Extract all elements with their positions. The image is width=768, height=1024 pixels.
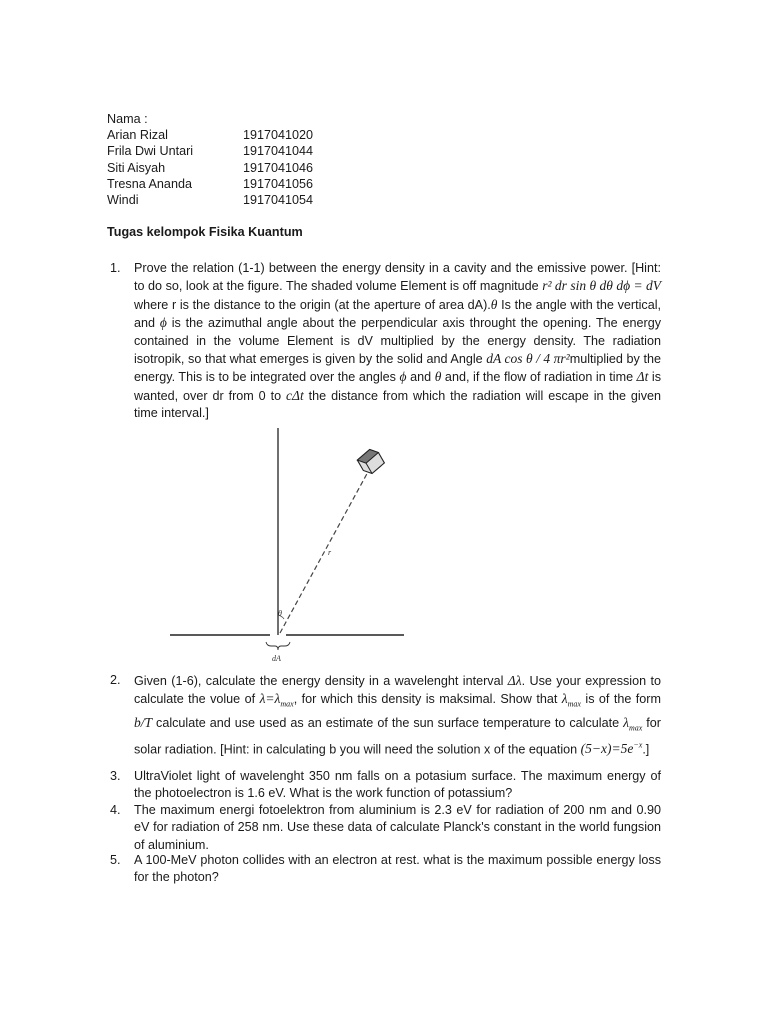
text-run: Is the angle with the vertical, and (134, 297, 662, 331)
text-run: . Use your expression to calculate the volue of (134, 674, 662, 707)
math-symbol: ϕ (159, 315, 167, 331)
math-expression: b/T (134, 714, 153, 730)
member-row (107, 127, 313, 143)
radius-line (280, 470, 369, 633)
question-4 (110, 802, 661, 854)
aperture-brace (266, 642, 290, 650)
math-expression: dA cos θ / 4 πr² (486, 351, 570, 367)
question-5 (110, 852, 661, 887)
text-run: , for which this density is maksimal. Show that (293, 692, 562, 707)
member-id: 1917041020 (243, 128, 314, 143)
member-row (107, 192, 313, 208)
math-expression (259, 691, 294, 710)
question-number: 1. (110, 261, 121, 275)
math-symbol: ϕ (399, 369, 407, 385)
question-text (134, 260, 661, 423)
member-id: 1917041044 (243, 144, 314, 159)
member-name: Windi (107, 193, 139, 208)
math-symbol: Δλ (507, 673, 522, 688)
math-symbol: cΔt (286, 387, 304, 403)
math-expression (623, 714, 643, 733)
member-id: 1917041046 (243, 160, 314, 175)
member-name: Frila Dwi Untari (107, 144, 194, 159)
text-run: and, if the flow of radiation in time (441, 370, 637, 385)
math-symbol: Δt (636, 369, 649, 385)
math-subscript: max (628, 723, 643, 733)
math-symbol: θ (490, 296, 498, 312)
member-name: Arian Rizal (107, 128, 168, 143)
question-number: 5. (110, 853, 121, 867)
theta-label: θ (278, 609, 282, 618)
member-list (107, 111, 313, 208)
member-row (107, 160, 313, 176)
math-subscript: max (280, 700, 294, 710)
text-run: calculate and use used as an estimate of the sun surface temperature to calculate (152, 715, 624, 730)
text-run: is of the form (580, 692, 661, 707)
text-run: is wanted, over dr from 0 to (134, 370, 662, 403)
question-text (134, 672, 661, 759)
r-label: r (328, 548, 332, 557)
question-text: A 100-MeV photon collides with an electron at rest. what is the maximum possible energy loss for the photon? (134, 853, 661, 885)
math-subscript: max (567, 700, 581, 710)
text-run: multiplied by the energy. This is to be integrated over the angles (134, 352, 661, 385)
text-run: the distance from which the radiation will escape in the given time interval.] (134, 388, 661, 421)
question-number: 2. (110, 673, 121, 687)
question-number: 3. (110, 769, 121, 783)
member-row (107, 176, 313, 192)
question-number: 4. (110, 803, 121, 817)
member-id: 1917041054 (243, 193, 314, 208)
math-expression (581, 741, 643, 756)
text-run: is the azimuthal angle about the perpendicular axis throught the opening. The energy contained in the volume Element is dV multiplied by the energy density. The radiation isotropik, so that what emerges is given by the solid and Angle (134, 316, 661, 367)
text-run: .] (642, 742, 650, 757)
volume-element-icon (356, 446, 386, 476)
question-2 (110, 672, 661, 759)
math-expression: r² dr sin θ dθ dϕ = dV (542, 278, 661, 294)
nama-label: Nama : (107, 112, 148, 126)
math-symbol: θ (434, 369, 442, 385)
member-id: 1917041056 (243, 176, 314, 191)
text-run: Prove the relation (1-1) between the energy density in a cavity and the emissive power. [Hint: to do so, look at the figure. The shaded volume Element is off magnitude (134, 261, 661, 294)
member-name: Tresna Ananda (107, 176, 192, 191)
text-run: Given (1-6), calculate the energy density in a wavelenght interval (134, 674, 508, 688)
question-1 (110, 260, 661, 423)
member-name: Siti Aisyah (107, 160, 166, 175)
question-text: The maximum energi fotoelektron from aluminium is 2.3 eV for radiation of 200 nm and 0.90 eV for radiation of 258 nm. Use these data of calculate Planck's constant in the world fungsion of aluminium. (134, 803, 661, 852)
math-superscript: −x (633, 740, 643, 750)
member-row (107, 143, 313, 159)
cavity-aperture-figure (160, 420, 420, 670)
text-run: where r is the distance to the origin (at the aperture of area dA). (134, 297, 491, 312)
da-label: dA (272, 654, 281, 663)
math-base: λ (623, 714, 629, 730)
question-text: UltraViolet light of wavelenght 350 nm falls on a potasium surface. The maximum energy of the photoelectron is 1.6 eV. What is the work function of potassium? (134, 769, 661, 801)
question-3 (110, 768, 661, 803)
text-run: for solar radiation. [Hint: in calculating b you will need the solution x of the equation (134, 715, 661, 757)
math-base: λ=λ (259, 691, 281, 707)
math-expression (561, 691, 581, 710)
text-run: and (406, 370, 435, 385)
document-title: Tugas kelompok Fisika Kuantum (107, 225, 303, 239)
math-base: (5−x)=5e (580, 741, 634, 757)
math-base: λ (561, 691, 568, 707)
